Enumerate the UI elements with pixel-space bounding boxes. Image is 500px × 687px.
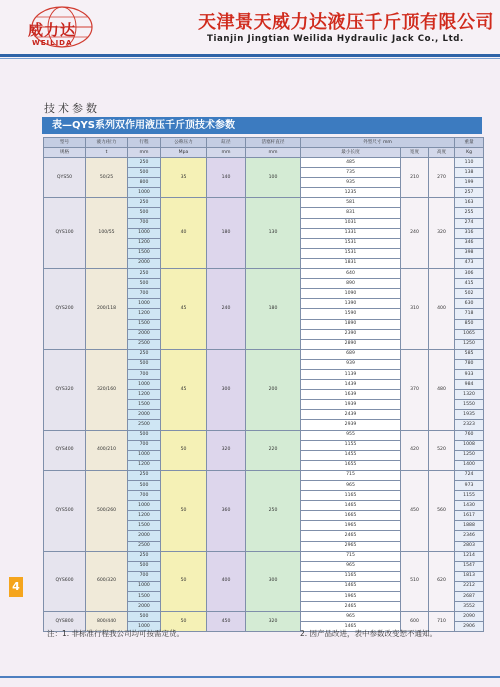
cell-model: QYS100 [44,198,86,269]
cell-stroke: 250 [128,470,161,480]
cell-min-length: 2939 [301,420,401,430]
cell-height: 480 [429,349,455,430]
cell-min-length: 2890 [301,339,401,349]
cell-bore: 180 [207,198,246,269]
cell-width: 510 [401,551,429,612]
cell-weight: 2687 [455,592,484,602]
cell-width: 370 [401,349,429,430]
cell-min-length: 581 [301,198,401,208]
cell-min-length: 2390 [301,329,401,339]
cell-weight: 163 [455,198,484,208]
cell-stroke: 1000 [128,228,161,238]
cell-stroke: 500 [128,612,161,622]
section-title: 技术参数 [44,102,100,115]
cell-bore: 240 [207,269,246,350]
cell-weight: 933 [455,369,484,379]
logo-english: WEILIDA [32,39,73,47]
company-logo [20,5,100,51]
cell-weight: 473 [455,258,484,268]
cell-stroke: 1500 [128,248,161,258]
unit-width: 宽度 [401,148,429,158]
cell-min-length: 1455 [301,450,401,460]
cell-force: 320/160 [86,349,128,430]
cell-weight: 585 [455,349,484,359]
cell-weight: 2212 [455,581,484,591]
cell-min-length: 2465 [301,602,401,612]
unit-height: 高度 [429,148,455,158]
cell-bore: 400 [207,551,246,612]
cell-weight: 2323 [455,420,484,430]
cell-weight: 2346 [455,531,484,541]
cell-height: 320 [429,198,455,269]
cell-min-length: 965 [301,561,401,571]
unit-rod: mm [246,148,301,158]
cell-weight: 973 [455,481,484,491]
cell-weight: 1320 [455,390,484,400]
cell-weight: 2906 [455,622,484,632]
unit-weight: Kg [455,148,484,158]
cell-model: QYS320 [44,349,86,430]
cell-min-length: 939 [301,359,401,369]
cell-width: 310 [401,269,429,350]
cell-stroke: 2000 [128,531,161,541]
cell-bore: 450 [207,612,246,632]
cell-force: 800/440 [86,612,128,632]
cell-weight: 630 [455,299,484,309]
cell-width: 240 [401,198,429,269]
cell-bore: 360 [207,470,246,551]
cell-stroke: 2000 [128,258,161,268]
cell-min-length: 1465 [301,501,401,511]
cell-min-length: 689 [301,349,401,359]
cell-weight: 274 [455,218,484,228]
cell-stroke: 700 [128,491,161,501]
cell-weight: 257 [455,188,484,198]
cell-weight: 415 [455,279,484,289]
cell-min-length: 1139 [301,369,401,379]
cell-force: 400/210 [86,430,128,470]
unit-spec: 规格 [44,148,86,158]
company-name-chinese: 天津景天威力达液压千斤顶有限公司 [198,12,494,33]
cell-min-length: 1090 [301,289,401,299]
cell-min-length: 935 [301,178,401,188]
cell-min-length: 1655 [301,460,401,470]
cell-height: 620 [429,551,455,612]
cell-stroke: 1000 [128,188,161,198]
cell-min-length: 1531 [301,248,401,258]
cell-pressure: 45 [161,349,207,430]
cell-weight: 718 [455,309,484,319]
company-name-english: Tianjin Jingtian Weilida Hydraulic Jack Co., Ltd. [207,34,464,44]
cell-force: 600/320 [86,551,128,612]
cell-min-length: 1465 [301,622,401,632]
cell-stroke: 700 [128,289,161,299]
cell-stroke: 1200 [128,390,161,400]
cell-model: QYS500 [44,470,86,551]
cell-pressure: 50 [161,551,207,612]
cell-stroke: 1200 [128,460,161,470]
cell-weight: 110 [455,158,484,168]
cell-min-length: 1531 [301,238,401,248]
cell-stroke: 500 [128,168,161,178]
cell-model: QYS800 [44,612,86,632]
unit-bore: mm [207,148,246,158]
cell-stroke: 1000 [128,450,161,460]
table-row [44,612,484,622]
table-row [44,198,484,208]
unit-min-length: 最小长度 [301,148,401,158]
cell-min-length: 1665 [301,511,401,521]
cell-min-length: 2465 [301,531,401,541]
header-rod: 活塞杆直径 [246,138,301,148]
cell-min-length: 965 [301,612,401,622]
cell-weight: 1888 [455,521,484,531]
cell-width: 450 [401,470,429,551]
cell-weight: 398 [455,248,484,258]
cell-weight: 1250 [455,450,484,460]
header-divider [0,54,500,57]
cell-weight: 1547 [455,561,484,571]
cell-weight: 724 [455,470,484,480]
cell-bore: 140 [207,158,246,198]
cell-pressure: 45 [161,269,207,350]
logo-chinese: 威力达 [28,21,77,39]
cell-stroke: 500 [128,430,161,440]
cell-stroke: 250 [128,158,161,168]
cell-stroke: 1000 [128,622,161,632]
cell-stroke: 700 [128,440,161,450]
cell-stroke: 1200 [128,238,161,248]
cell-stroke: 2500 [128,339,161,349]
cell-weight: 780 [455,359,484,369]
header-divider-thin [0,58,500,59]
cell-min-length: 715 [301,551,401,561]
cell-force: 50/25 [86,158,128,198]
cell-min-length: 1465 [301,581,401,591]
cell-model: QYS400 [44,430,86,470]
unit-force: t [86,148,128,158]
cell-min-length: 1639 [301,390,401,400]
cell-width: 420 [401,430,429,470]
cell-stroke: 1200 [128,309,161,319]
cell-min-length: 1165 [301,571,401,581]
cell-min-length: 2439 [301,410,401,420]
cell-weight: 1250 [455,339,484,349]
cell-width: 600 [401,612,429,632]
cell-weight: 316 [455,228,484,238]
cell-stroke: 700 [128,369,161,379]
cell-min-length: 1031 [301,218,401,228]
cell-stroke: 500 [128,481,161,491]
header-model: 型号 [44,138,86,148]
cell-pressure: 40 [161,198,207,269]
cell-weight: 1935 [455,410,484,420]
note-right: 2. 因产品改进，表中参数改变恕不通知。 [300,629,438,638]
page-header [0,0,500,60]
cell-stroke: 2000 [128,602,161,612]
cell-stroke: 1000 [128,501,161,511]
cell-model: QYS50 [44,158,86,198]
cell-model: QYS200 [44,269,86,350]
cell-model: QYS600 [44,551,86,612]
cell-min-length: 1965 [301,521,401,531]
cell-stroke: 700 [128,571,161,581]
cell-weight: 502 [455,289,484,299]
table-row [44,430,484,440]
table-body [44,158,484,632]
cell-pressure: 50 [161,430,207,470]
cell-rod: 100 [246,158,301,198]
cell-pressure: 50 [161,612,207,632]
cell-stroke: 250 [128,198,161,208]
cell-stroke: 500 [128,208,161,218]
cell-min-length: 485 [301,158,401,168]
header-dimensions: 外型尺寸 mm [301,138,455,148]
header-stroke: 行程 [128,138,161,148]
cell-stroke: 1500 [128,592,161,602]
cell-stroke: 1000 [128,380,161,390]
cell-min-length: 1331 [301,228,401,238]
cell-stroke: 500 [128,359,161,369]
header-weight: 重量 [455,138,484,148]
cell-weight: 2090 [455,612,484,622]
cell-weight: 1430 [455,501,484,511]
cell-stroke: 1000 [128,581,161,591]
cell-min-length: 965 [301,481,401,491]
cell-pressure: 35 [161,158,207,198]
cell-min-length: 2965 [301,541,401,551]
cell-stroke: 2000 [128,329,161,339]
cell-min-length: 831 [301,208,401,218]
cell-min-length: 1939 [301,400,401,410]
cell-stroke: 250 [128,551,161,561]
cell-min-length: 1155 [301,440,401,450]
header-force: 液力/拉力 [86,138,128,148]
cell-weight: 255 [455,208,484,218]
cell-stroke: 2000 [128,410,161,420]
cell-stroke: 500 [128,561,161,571]
cell-weight: 760 [455,430,484,440]
cell-min-length: 1165 [301,491,401,501]
cell-weight: 1155 [455,491,484,501]
table-header-row [44,138,484,148]
cell-rod: 200 [246,349,301,430]
cell-weight: 2803 [455,541,484,551]
spec-table [43,137,484,632]
cell-min-length: 1965 [301,592,401,602]
cell-width: 210 [401,158,429,198]
cell-min-length: 955 [301,430,401,440]
cell-min-length: 1439 [301,380,401,390]
cell-rod: 180 [246,269,301,350]
table-row [44,551,484,561]
table-unit-row [44,148,484,158]
unit-stroke: mm [128,148,161,158]
cell-weight: 138 [455,168,484,178]
cell-weight: 984 [455,380,484,390]
cell-stroke: 250 [128,349,161,359]
note-left: 注：1. 非标准行程我公司均可按需定货。 [47,629,185,638]
page-number: 4 [9,577,23,597]
table-title: 表—QYS系列双作用液压千斤顶技术参数 [42,117,482,134]
cell-height: 560 [429,470,455,551]
cell-height: 270 [429,158,455,198]
cell-height: 710 [429,612,455,632]
cell-stroke: 1200 [128,511,161,521]
cell-weight: 1617 [455,511,484,521]
cell-weight: 1813 [455,571,484,581]
header-pressure: 公称压力 [161,138,207,148]
cell-bore: 300 [207,349,246,430]
cell-rod: 320 [246,612,301,632]
unit-pressure: Mpa [161,148,207,158]
cell-stroke: 2500 [128,420,161,430]
cell-bore: 320 [207,430,246,470]
cell-weight: 850 [455,319,484,329]
cell-stroke: 1500 [128,521,161,531]
cell-weight: 1400 [455,460,484,470]
cell-force: 100/55 [86,198,128,269]
cell-stroke: 700 [128,218,161,228]
cell-weight: 1008 [455,440,484,450]
cell-stroke: 500 [128,279,161,289]
cell-weight: 1065 [455,329,484,339]
cell-min-length: 1590 [301,309,401,319]
cell-weight: 346 [455,238,484,248]
cell-min-length: 1890 [301,319,401,329]
cell-min-length: 640 [301,269,401,279]
cell-rod: 220 [246,430,301,470]
cell-rod: 250 [246,470,301,551]
cell-min-length: 715 [301,470,401,480]
cell-stroke: 2500 [128,541,161,551]
table-row [44,349,484,359]
footer-divider [0,676,500,678]
cell-weight: 3552 [455,602,484,612]
cell-weight: 306 [455,269,484,279]
cell-pressure: 50 [161,470,207,551]
cell-rod: 300 [246,551,301,612]
header-bore: 缸径 [207,138,246,148]
cell-force: 500/260 [86,470,128,551]
table-row [44,158,484,168]
cell-min-length: 1235 [301,188,401,198]
cell-weight: 1550 [455,400,484,410]
cell-min-length: 1831 [301,258,401,268]
cell-stroke: 1500 [128,400,161,410]
cell-rod: 130 [246,198,301,269]
cell-min-length: 890 [301,279,401,289]
cell-weight: 1214 [455,551,484,561]
cell-min-length: 1390 [301,299,401,309]
cell-weight: 199 [455,178,484,188]
cell-force: 200/118 [86,269,128,350]
cell-min-length: 735 [301,168,401,178]
cell-stroke: 250 [128,269,161,279]
cell-stroke: 1000 [128,299,161,309]
cell-height: 520 [429,430,455,470]
cell-stroke: 1500 [128,319,161,329]
cell-height: 400 [429,269,455,350]
table-row [44,269,484,279]
table-row [44,470,484,480]
cell-stroke: 800 [128,178,161,188]
